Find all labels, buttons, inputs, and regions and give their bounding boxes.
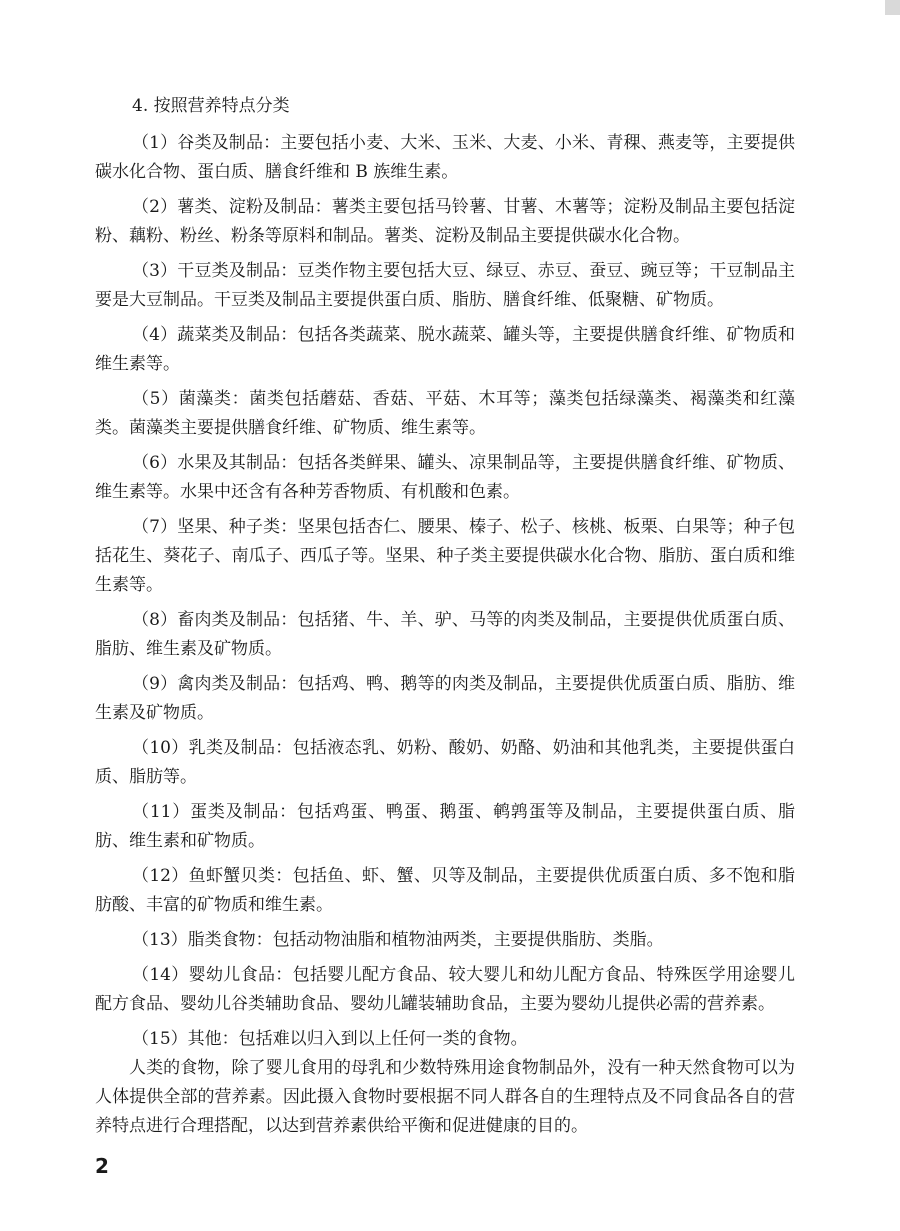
category-item-15: （15）其他：包括难以归入到以上任何一类的食物。 xyxy=(132,1029,528,1049)
page-body xyxy=(95,92,795,1141)
category-item-5: （5）菌藻类：菌类包括蘑菇、香菇、平菇、木耳等；藻类包括绿藻类、褐藻类和红藻类。菌藻类主要提供膳食纤维、矿物质、维生素等。 xyxy=(95,389,795,438)
category-item-6: （6）水果及其制品：包括各类鲜果、罐头、凉果制品等，主要提供膳食纤维、矿物质、维生素等。水果中还含有各种芳香物质、有机酸和色素。 xyxy=(95,453,795,502)
category-item-8: （8）畜肉类及制品：包括猪、牛、羊、驴、马等的肉类及制品，主要提供优质蛋白质、脂肪、维生素及矿物质。 xyxy=(95,610,795,659)
category-item-13: （13）脂类食物：包括动物油脂和植物油两类，主要提供脂肪、类脂。 xyxy=(132,930,664,950)
category-item-11: （11）蛋类及制品：包括鸡蛋、鸭蛋、鹅蛋、鹌鹑蛋等及制品，主要提供蛋白质、脂肪、维生素和矿物质。 xyxy=(95,802,795,851)
category-item-9: （9）禽肉类及制品：包括鸡、鸭、鹅等的肉类及制品，主要提供优质蛋白质、脂肪、维生素及矿物质。 xyxy=(95,674,795,723)
category-item-10: （10）乳类及制品：包括液态乳、奶粉、酸奶、奶酪、奶油和其他乳类，主要提供蛋白质、脂肪等。 xyxy=(95,738,795,787)
corner-mark xyxy=(885,0,900,15)
category-item-4: （4）蔬菜类及制品：包括各类蔬菜、脱水蔬菜、罐头等，主要提供膳食纤维、矿物质和维生素等。 xyxy=(95,325,795,374)
page-number: 2 xyxy=(95,1154,109,1178)
category-item-3: （3）干豆类及制品：豆类作物主要包括大豆、绿豆、赤豆、蚕豆、豌豆等；干豆制品主要是大豆制品。干豆类及制品主要提供蛋白质、脂肪、膳食纤维、低聚糖、矿物质。 xyxy=(95,261,795,310)
section-heading: 4. 按照营养特点分类 xyxy=(132,96,290,116)
category-item-14: （14）婴幼儿食品：包括婴儿配方食品、较大婴儿和幼儿配方食品、特殊医学用途婴儿配方食品、婴幼儿谷类辅助食品、婴幼儿罐装辅助食品，主要为婴幼儿提供必需的营养素。 xyxy=(95,965,795,1014)
closing-paragraph: 人类的食物，除了婴儿食用的母乳和少数特殊用途食物制品外，没有一种天然食物可以为人体提供全部的营养素。因此摄入食物时要根据不同人群各自的生理特点及不同食品各自的营养特点进行合理搭配，以达到营养素供给平衡和促进健康的目的。 xyxy=(95,1058,795,1136)
category-item-2: （2）薯类、淀粉及制品：薯类主要包括马铃薯、甘薯、木薯等；淀粉及制品主要包括淀粉、藕粉、粉丝、粉条等原料和制品。薯类、淀粉及制品主要提供碳水化合物。 xyxy=(95,197,795,246)
category-item-12: （12）鱼虾蟹贝类：包括鱼、虾、蟹、贝等及制品，主要提供优质蛋白质、多不饱和脂肪酸、丰富的矿物质和维生素。 xyxy=(95,866,795,915)
category-item-7: （7）坚果、种子类：坚果包括杏仁、腰果、榛子、松子、核桃、板栗、白果等；种子包括花生、葵花子、南瓜子、西瓜子等。坚果、种子类主要提供碳水化合物、脂肪、蛋白质和维生素等。 xyxy=(95,517,795,595)
category-item-1: （1）谷类及制品：主要包括小麦、大米、玉米、大麦、小米、青稞、燕麦等，主要提供碳水化合物、蛋白质、膳食纤维和 B 族维生素。 xyxy=(95,133,795,182)
